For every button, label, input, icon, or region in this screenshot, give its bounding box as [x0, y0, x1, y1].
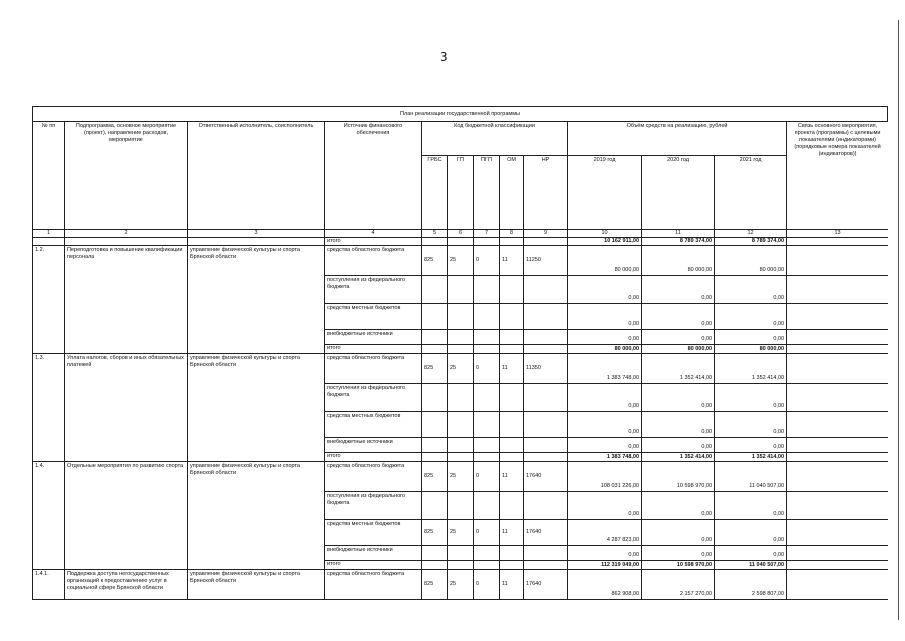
amount-2021: 0,00: [715, 304, 787, 330]
amount-2020: 0,00: [642, 330, 715, 345]
code-gp: 25: [448, 354, 474, 384]
code-nr: [524, 304, 568, 330]
indicator-link-cell: [787, 453, 888, 462]
code-grbs: [422, 330, 448, 345]
amount-2019: 80 000,00: [568, 246, 642, 276]
col-index: 12: [715, 230, 787, 238]
funding-source: поступления из федерального бюджета: [325, 276, 422, 304]
total-label: итого: [325, 345, 422, 354]
amount-2020: 0,00: [642, 384, 715, 412]
col-index: 8: [500, 230, 524, 238]
indicator-link-cell: [787, 304, 888, 330]
code-om: [500, 330, 524, 345]
empty-cell: [524, 561, 568, 570]
code-grbs: [422, 492, 448, 520]
header-no: № пп: [33, 122, 65, 230]
amount-2020: 0,00: [642, 520, 715, 546]
code-om: [500, 546, 524, 561]
empty-cell: [448, 345, 474, 354]
amount-2020: 0,00: [642, 492, 715, 520]
code-grbs: [422, 276, 448, 304]
amount-2019: 0,00: [568, 492, 642, 520]
amount-2019: 4 287 823,00: [568, 520, 642, 546]
col-index: 10: [568, 230, 642, 238]
code-grbs: 825: [422, 570, 448, 600]
header-gp: ГП: [448, 156, 474, 230]
amount-2021: 0,00: [715, 520, 787, 546]
header-source: Источник финансового обеспечения: [325, 122, 422, 230]
code-nr: 11350: [524, 354, 568, 384]
plan-sheet: [32, 106, 888, 641]
section-number: 1.3.: [33, 354, 65, 462]
total-2019: 80 000,00: [568, 345, 642, 354]
empty-cell: [524, 345, 568, 354]
total-label: итого: [325, 238, 422, 246]
code-grbs: [422, 438, 448, 453]
amount-2019: 108 031 226,00: [568, 462, 642, 492]
code-om: [500, 492, 524, 520]
amount-2020: 0,00: [642, 438, 715, 453]
amount-2019: 0,00: [568, 330, 642, 345]
code-pgp: [474, 438, 500, 453]
amount-2021: 0,00: [715, 492, 787, 520]
code-gp: [448, 438, 474, 453]
header-executor: Ответственный исполнитель, соисполнитель: [188, 122, 325, 230]
header-2019: 2019 год: [568, 156, 642, 230]
col-index: 2: [65, 230, 188, 238]
empty-cell: [448, 561, 474, 570]
code-pgp: 0: [474, 246, 500, 276]
amount-2020: 2 157 270,00: [642, 570, 715, 600]
code-gp: [448, 384, 474, 412]
code-nr: [524, 492, 568, 520]
code-nr: 17640: [524, 462, 568, 492]
code-nr: 17640: [524, 520, 568, 546]
total-2019: 10 162 911,00: [568, 238, 642, 246]
amount-2020: 10 598 970,00: [642, 462, 715, 492]
funding-source: средства местных бюджетов: [325, 520, 422, 546]
code-pgp: 0: [474, 520, 500, 546]
code-pgp: [474, 546, 500, 561]
plan-title: План реализации государственной программы: [32, 106, 888, 122]
code-gp: 25: [448, 246, 474, 276]
header-volume: Объём средств на реализацию, рублей: [568, 122, 787, 156]
amount-2019: 0,00: [568, 412, 642, 438]
amount-2021: 0,00: [715, 546, 787, 561]
code-grbs: 825: [422, 462, 448, 492]
total-label: итого: [325, 453, 422, 462]
amount-2020: 1 352 414,00: [642, 354, 715, 384]
indicator-link-cell: [787, 345, 888, 354]
code-om: 11: [500, 246, 524, 276]
indicator-link-cell: [787, 412, 888, 438]
section-name: Отдельные мероприятия по развитию спорта: [65, 462, 188, 570]
section-number: 1.4.1.: [33, 570, 65, 600]
code-grbs: [422, 412, 448, 438]
empty-cell: [500, 561, 524, 570]
amount-2021: 0,00: [715, 412, 787, 438]
funding-source: средства местных бюджетов: [325, 412, 422, 438]
indicator-link-cell: [787, 546, 888, 561]
indicator-link-cell: [787, 462, 888, 492]
empty-cell: [474, 453, 500, 462]
amount-2021: 1 352 414,00: [715, 354, 787, 384]
funding-source: внебюджетные источники: [325, 330, 422, 345]
code-grbs: 825: [422, 354, 448, 384]
code-gp: 25: [448, 520, 474, 546]
section-name: Поддержка доступа негосударственных организаций к предоставлению услуг в социальной сфере Брянской области: [65, 570, 188, 600]
code-grbs: [422, 546, 448, 561]
amount-2021: 11 040 507,00: [715, 462, 787, 492]
code-nr: [524, 276, 568, 304]
code-gp: [448, 276, 474, 304]
source-row: [33, 354, 889, 384]
col-index: 9: [524, 230, 568, 238]
code-nr: [524, 546, 568, 561]
col-index: 5: [422, 230, 448, 238]
code-gp: 25: [448, 462, 474, 492]
funding-source: средства областного бюджета: [325, 462, 422, 492]
indicator-link-cell: [787, 561, 888, 570]
col-index: 11: [642, 230, 715, 238]
col-index: 3: [188, 230, 325, 238]
total-label: итого: [325, 561, 422, 570]
col-index: 1: [33, 230, 65, 238]
code-pgp: [474, 276, 500, 304]
code-om: [500, 276, 524, 304]
page-number: 3: [440, 50, 448, 64]
amount-2020: 0,00: [642, 304, 715, 330]
code-gp: [448, 412, 474, 438]
code-grbs: 825: [422, 246, 448, 276]
code-gp: 25: [448, 570, 474, 600]
amount-2019: 1 383 748,00: [568, 354, 642, 384]
amount-2019: 0,00: [568, 384, 642, 412]
section-executor: управление физической культуры и спорта Брянской области: [188, 354, 325, 462]
code-pgp: [474, 492, 500, 520]
indicator-link-cell: [787, 570, 888, 600]
total-2021: 8 789 374,00: [715, 238, 787, 246]
indicator-link-cell: [787, 384, 888, 412]
code-nr: [524, 412, 568, 438]
empty-cell: [500, 345, 524, 354]
total-2020: 80 000,00: [642, 345, 715, 354]
total-2020: 1 352 414,00: [642, 453, 715, 462]
amount-2019: 0,00: [568, 546, 642, 561]
amount-2019: 0,00: [568, 276, 642, 304]
indicator-link-cell: [787, 520, 888, 546]
code-gp: [448, 330, 474, 345]
empty-cell: [474, 345, 500, 354]
empty-cell: [500, 453, 524, 462]
code-pgp: 0: [474, 570, 500, 600]
empty-cell: [474, 561, 500, 570]
code-pgp: [474, 330, 500, 345]
col-index: 13: [787, 230, 888, 238]
amount-2020: 0,00: [642, 412, 715, 438]
col-index: 4: [325, 230, 422, 238]
code-pgp: 0: [474, 354, 500, 384]
section-number: 1.2.: [33, 246, 65, 354]
amount-2020: 0,00: [642, 546, 715, 561]
code-om: [500, 384, 524, 412]
indicator-link-cell: [787, 354, 888, 384]
code-grbs: [422, 384, 448, 412]
source-row: [33, 462, 889, 492]
header-2021: 2021 год: [715, 156, 787, 230]
code-om: 11: [500, 570, 524, 600]
amount-2019: 0,00: [568, 304, 642, 330]
code-pgp: [474, 412, 500, 438]
code-om: 11: [500, 520, 524, 546]
code-pgp: 0: [474, 462, 500, 492]
header-budget-code: Код бюджетной классификации: [422, 122, 568, 156]
indicator-link-cell: [787, 330, 888, 345]
code-gp: [448, 492, 474, 520]
amount-2021: 2 598 807,00: [715, 570, 787, 600]
top-total-row: [33, 238, 889, 246]
amount-2021: 0,00: [715, 384, 787, 412]
total-2020: 8 789 374,00: [642, 238, 715, 246]
code-nr: [524, 384, 568, 412]
code-nr: 17640: [524, 570, 568, 600]
code-om: [500, 438, 524, 453]
amount-2019: 0,00: [568, 438, 642, 453]
total-2019: 1 383 748,00: [568, 453, 642, 462]
code-om: [500, 304, 524, 330]
page-edge-line: [898, 20, 899, 620]
empty-cell: [422, 453, 448, 462]
empty-cell: [422, 345, 448, 354]
amount-2020: 0,00: [642, 276, 715, 304]
funding-source: поступления из федерального бюджета: [325, 492, 422, 520]
funding-source: внебюджетные источники: [325, 438, 422, 453]
section-number: 1.4.: [33, 462, 65, 570]
empty-cell: [524, 453, 568, 462]
section-name: Переподготовка и повышение квалификации персонала: [65, 246, 188, 354]
funding-source: средства областного бюджета: [325, 570, 422, 600]
section-name: Уплата налогов, сборов и иных обязательных платежей: [65, 354, 188, 462]
funding-source: средства областного бюджета: [325, 354, 422, 384]
code-nr: [524, 330, 568, 345]
code-om: [500, 412, 524, 438]
code-pgp: [474, 304, 500, 330]
col-index: 6: [448, 230, 474, 238]
amount-2021: 0,00: [715, 438, 787, 453]
header-subprogram: Подпрограмма, основное мероприятие (проект), направление расходов, мероприятие: [65, 122, 188, 230]
source-row: [33, 246, 889, 276]
code-pgp: [474, 384, 500, 412]
source-row: [33, 570, 889, 600]
amount-2021: 80 000,00: [715, 246, 787, 276]
code-grbs: [422, 304, 448, 330]
funding-source: средства местных бюджетов: [325, 304, 422, 330]
header-om: ОМ: [500, 156, 524, 230]
funding-source: средства областного бюджета: [325, 246, 422, 276]
total-2021: 1 352 414,00: [715, 453, 787, 462]
header-grbs: ГРБС: [422, 156, 448, 230]
indicator-link-cell: [787, 438, 888, 453]
code-om: 11: [500, 354, 524, 384]
total-2021: 11 040 507,00: [715, 561, 787, 570]
empty-cell: [422, 561, 448, 570]
code-gp: [448, 304, 474, 330]
total-2019: 112 319 049,00: [568, 561, 642, 570]
indicator-link-cell: [787, 276, 888, 304]
header-pgp: ПГП: [474, 156, 500, 230]
amount-2021: 0,00: [715, 276, 787, 304]
code-nr: 11250: [524, 246, 568, 276]
header-nr: НР: [524, 156, 568, 230]
total-2020: 10 598 970,00: [642, 561, 715, 570]
total-2021: 80 000,00: [715, 345, 787, 354]
amount-2019: 862 908,00: [568, 570, 642, 600]
section-executor: управление физической культуры и спорта Брянской области: [188, 570, 325, 600]
section-executor: управление физической культуры и спорта Брянской области: [188, 246, 325, 354]
indicator-link-cell: [787, 246, 888, 276]
code-grbs: 825: [422, 520, 448, 546]
code-om: 11: [500, 462, 524, 492]
amount-2021: 0,00: [715, 330, 787, 345]
empty-cell: [448, 453, 474, 462]
funding-source: поступления из федерального бюджета: [325, 384, 422, 412]
amount-2020: 80 000,00: [642, 246, 715, 276]
code-gp: [448, 546, 474, 561]
indicator-link-cell: [787, 492, 888, 520]
funding-source: внебюджетные источники: [325, 546, 422, 561]
header-link: Связь основного мероприятия, проекта (программы) с целевыми показателями (индикаторами) (порядковые номера показателей (индикаторов)): [787, 122, 888, 230]
col-index: 7: [474, 230, 500, 238]
section-executor: управление физической культуры и спорта Брянской области: [188, 462, 325, 570]
plan-table: [32, 121, 888, 600]
header-2020: 2020 год: [642, 156, 715, 230]
column-index-row: [33, 230, 889, 238]
code-nr: [524, 438, 568, 453]
